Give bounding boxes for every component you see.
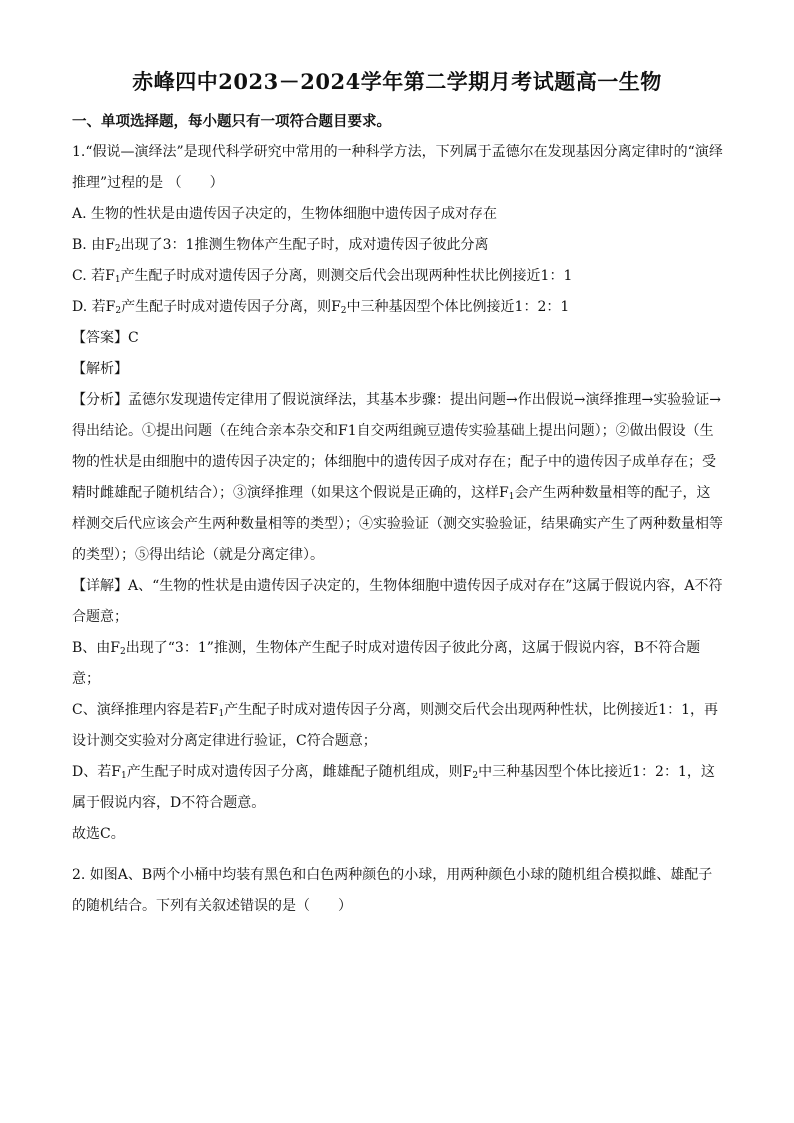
question-1-option-a: A. 生物的性状是由遗传因子决定的，生物体细胞中遗传因子成对存在 [72,206,498,222]
subscript: 2 [340,306,347,316]
option-d-text: D. 若F [72,299,116,315]
document-body [72,106,724,922]
question-1-analysis-label: 【解析】 [72,361,128,377]
question-1-stem: 1.“假说—演绎法”是现代科学研究中常用的一种科学方法，下列属于孟德尔在发现基因分离定律时的“演绎推理”过程的是 （ ） [72,144,723,191]
question-1-answer: 【答案】C [72,330,139,346]
question-1-detail-c [72,695,724,757]
question-1-option-d [72,292,724,323]
subscript: 1 [114,275,121,285]
subscript: 1 [218,709,225,719]
detail-d-text-rest: 中三种基因型个体比接近1：2：1，这属于假说内容，D不符合题意。 [72,764,715,811]
option-d-text-mid: 产生配子时成对遗传因子分离，则F [121,299,341,315]
analysis-text-rest: 会产生两种数量相等的配子，这样测交后代应该会产生两种数量相等的类型）；④实验验证（测交实验验证，结果确实产生了两种数量相等的类型）；⑤得出结论（就是分离定律）。 [72,485,723,563]
subscript: 2 [472,771,479,781]
detail-d-text: D、若F [72,764,121,780]
question-1-option-b [72,230,724,261]
page-title: 赤峰四中2023－2024学年第二学期月考试题高一生物 [132,69,662,94]
detail-c-text: C、演绎推理内容是若F [72,702,219,718]
subscript: 1 [120,771,127,781]
detail-c-text-rest: 产生配子时成对遗传因子分离，则测交后代会出现两种性状，比例接近1：1，再设计测交实验对分离定律进行验证，C符合题意； [72,702,718,749]
detail-b-text: B、由F [72,640,121,656]
question-1-detail-b [72,633,724,695]
question-2-stem: 2. 如图A、B两个小桶中均装有黑色和白色两种颜色的小球，用两种颜色小球的随机组合模拟雌、雄配子的随机结合。下列有关叙述错误的是（ ） [72,867,713,914]
subscript: 1 [508,492,515,502]
subscript: 2 [115,306,122,316]
question-1-option-c [72,261,724,292]
option-b-text: B. 由F [72,237,115,253]
question-1-detail-d [72,757,724,819]
analysis-text: 【分析】孟德尔发现遗传定律用了假说演绎法，其基本步骤：提出问题→作出假说→演绎推理→实验验证→得出结论。①提出问题（在纯合亲本杂交和F1自交两组豌豆遗传实验基础上提出问题）；②做出假设（生物的性状是由细胞中的遗传因子决定的；体细胞中的遗传因子成对存在；配子中的遗传因子成单存在；受精时雌雄配子随机结合）；③演绎推理（如果这个假说是正确的，这样F [72,392,721,501]
detail-b-text-rest: 出现了“3：1”推测，生物体产生配子时成对遗传因子彼此分离，这属于假说内容，B不符合题意； [72,640,701,687]
option-c-text: C. 若F [72,268,115,284]
question-1-analysis [72,385,724,571]
detail-d-text-mid: 产生配子时成对遗传因子分离，雌雄配子随机组成，则F [126,764,473,780]
question-1-conclusion: 故选C。 [72,826,125,842]
option-d-text-rest: 中三种基因型个体比例接近1：2：1 [346,299,570,315]
option-b-text-rest: 出现了3：1推测生物体产生配子时，成对遗传因子彼此分离 [120,237,489,253]
subscript: 2 [114,244,121,254]
section-heading: 一、单项选择题，每小题只有一项符合题目要求。 [72,113,391,130]
subscript: 2 [120,647,126,657]
option-c-text-rest: 产生配子时成对遗传因子分离，则测交后代会出现两种性状比例接近1：1 [120,268,573,284]
question-1-detail-a: 【详解】A、“生物的性状是由遗传因子决定的，生物体细胞中遗传因子成对存在”这属于假说内容，A不符合题意； [72,578,723,625]
